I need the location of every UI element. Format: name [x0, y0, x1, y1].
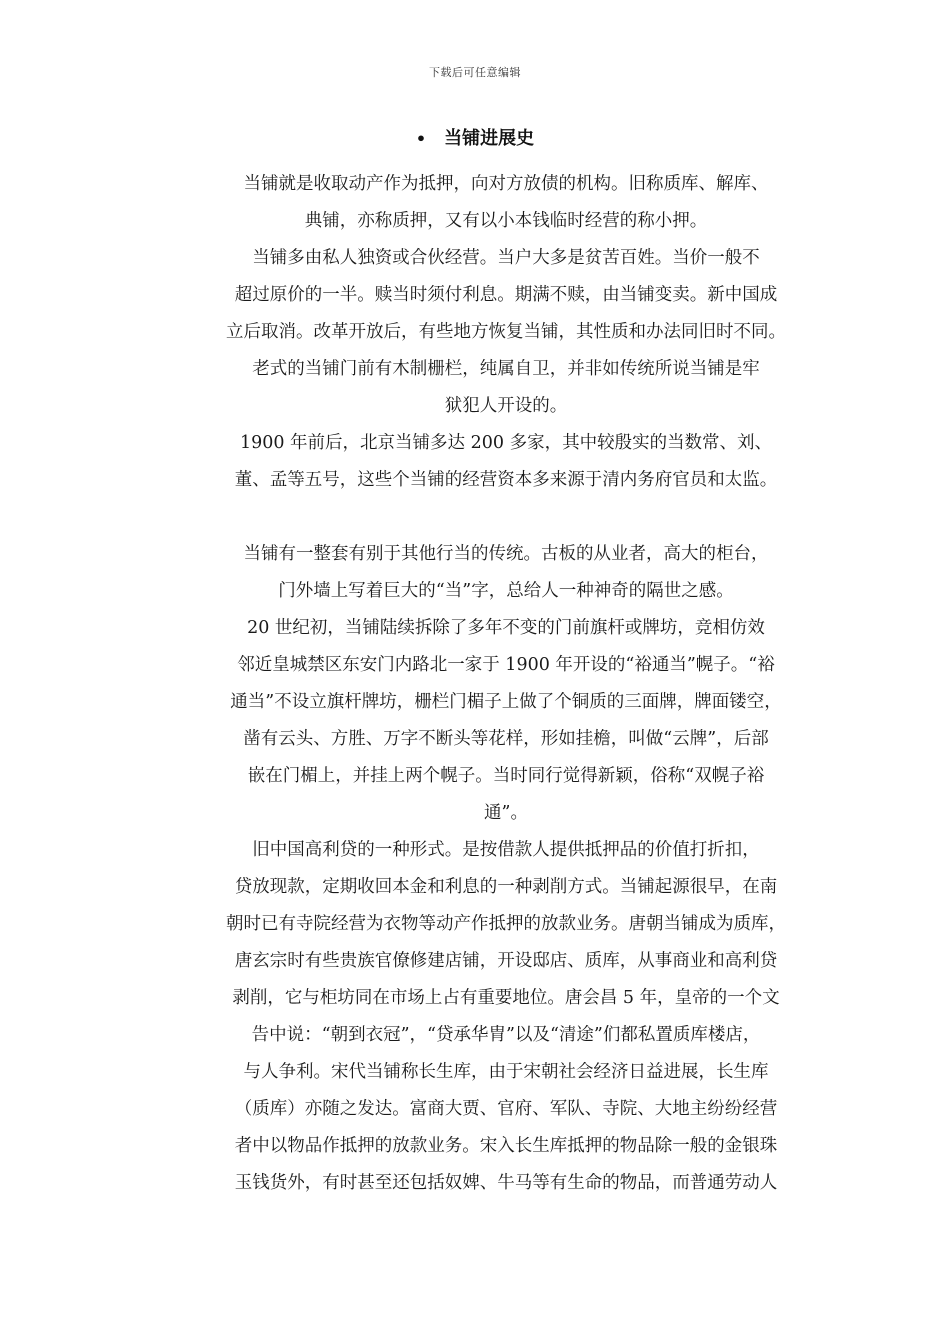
text-line: 当铺就是收取动产作为抵押，向对方放债的机构。旧称质库、解库、 — [243, 174, 769, 194]
text-line: 邻近皇城禁区东安门内路北一家于 1900 年开设的“裕通当”幌子。“裕 — [237, 655, 775, 675]
text-line: 老式的当铺门前有木制栅栏，纯属自卫，并非如传统所说当铺是牢 — [252, 359, 760, 379]
text-line: 凿有云头、方胜、万字不断头等花样，形如挂檐，叫做“云牌”，后部 — [243, 729, 769, 749]
bullet-icon: • — [415, 129, 427, 148]
text-line: 董、孟等五号，这些个当铺的经营资本多来源于清内务府官员和太监。 — [234, 470, 778, 490]
text-line: （质库）亦随之发达。富商大贾、官府、军队、寺院、大地主纷纷经营 — [234, 1099, 778, 1119]
header-note: 下载后可任意编辑 — [429, 66, 521, 79]
text-line: 当铺有一整套有别于其他行当的传统。古板的从业者，高大的柜台， — [243, 544, 769, 564]
text-line: 狱犯人开设的。 — [444, 396, 568, 416]
text-line: 通当”不设立旗杆牌坊，栅栏门楣子上做了个铜质的三面牌，牌面镂空， — [230, 692, 782, 712]
text-line: 者中以物品作抵押的放款业务。宋入长生库抵押的物品除一般的金银珠 — [234, 1136, 778, 1156]
text-line: 门外墙上写着巨大的“当”字，总给人一种神奇的隔世之感。 — [278, 581, 734, 601]
section-title-text: 当铺进展史 — [444, 128, 535, 149]
text-block-1 — [200, 166, 812, 499]
text-line: 通”。 — [484, 803, 528, 823]
text-block-2 — [200, 536, 812, 1202]
text-line: 玉钱货外，有时甚至还包括奴婢、牛马等有生命的物品，而普通劳动人 — [234, 1173, 778, 1193]
text-line: 朝时已有寺院经营为衣物等动产作抵押的放款业务。唐朝当铺成为质库， — [226, 914, 786, 934]
text-line: 剥削，它与柜坊同在市场上占有重要地位。唐会昌 5 年，皇帝的一个文 — [232, 988, 780, 1008]
text-line: 当铺多由私人独资或合伙经营。当户大多是贫苦百姓。当价一般不 — [252, 248, 760, 268]
text-line: 典铺，亦称质押，又有以小本钱临时经营的称小押。 — [304, 211, 708, 231]
text-line: 嵌在门楣上，并挂上两个幌子。当时同行觉得新颖，俗称“双幌子裕 — [247, 766, 765, 786]
text-line: 旧中国高利贷的一种形式。是按借款人提供抵押品的价值打折扣， — [252, 840, 760, 860]
text-line: 贷放现款，定期收回本金和利息的一种剥削方式。当铺起源很早，在南 — [234, 877, 778, 897]
text-line: 1900 年前后，北京当铺多达 200 多家，其中较殷实的当数常、刘、 — [239, 433, 773, 453]
text-line: 告中说：“朝到衣冠”，“贷承华胄”以及“清途”们都私置质库楼店， — [251, 1025, 761, 1045]
text-line: 唐玄宗时有些贵族官僚修建店铺，开设邸店、质库，从事商业和高利贷 — [234, 951, 778, 971]
text-line: 超过原价的一半。赎当时须付利息。期满不赎，由当铺变卖。新中国成 — [234, 285, 778, 305]
text-line: 立后取消。改革开放后，有些地方恢复当铺，其性质和办法同旧时不同。 — [226, 322, 786, 342]
text-line: 与人争利。宋代当铺称长生库，由于宋朝社会经济日益进展，长生库 — [243, 1062, 769, 1082]
section-title — [0, 124, 950, 150]
text-line: 20 世纪初，当铺陆续拆除了多年不变的门前旗杆或牌坊，竞相仿效 — [247, 618, 765, 638]
